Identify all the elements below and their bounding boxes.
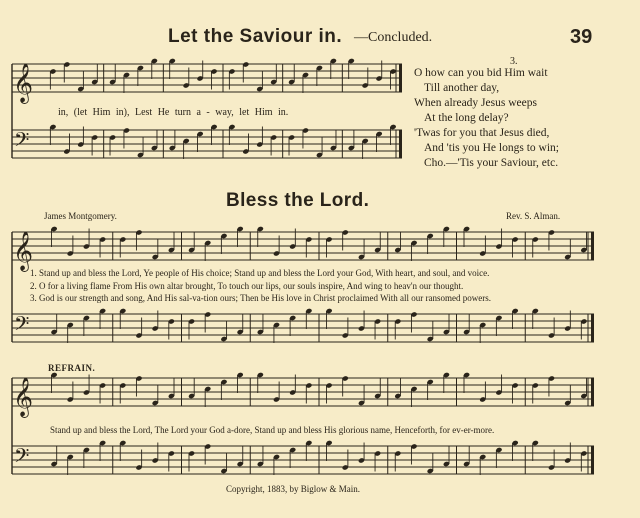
refrain-lyric: Stand up and bless the Lord, The Lord your God a-dore, Stand up and bless His glorious name, Henceforth, for ev-er-more. xyxy=(50,425,495,435)
verse-line: At the long delay? xyxy=(424,112,509,124)
hymn2-author: James Montgomery. xyxy=(44,211,117,221)
copyright-notice: Copyright, 1883, by Biglow & Main. xyxy=(226,484,361,494)
verse-line: And 'tis you He longs to win; xyxy=(424,142,559,154)
verse-number: 3. xyxy=(510,56,518,67)
verse-line: 'Twas for you that Jesus died, xyxy=(414,127,550,139)
verse-line: Cho.—'Tis your Saviour, etc. xyxy=(424,157,559,169)
hymn2-bass-clef: 𝄢 xyxy=(14,312,30,340)
hymn2-verse-2: 2. O for a living flame From His own altar brought, To touch our lips, our souls inspire, And wing to heav'n our thought. xyxy=(30,281,464,291)
verse-line: Till another day, xyxy=(424,82,500,94)
hymn2-composer: Rev. S. Alman. xyxy=(506,211,561,221)
hymn1-bass-clef: 𝄢 xyxy=(14,128,30,156)
page-number: 39 xyxy=(570,26,593,48)
hymn1-treble-clef: 𝄞 xyxy=(13,63,34,103)
hymn2-treble-clef: 𝄞 xyxy=(13,231,34,271)
page-subtitle: —Concluded. xyxy=(354,30,433,45)
refrain-label: REFRAIN. xyxy=(48,363,96,373)
verse-line: When already Jesus weeps xyxy=(414,97,537,109)
refrain-treble-clef: 𝄞 xyxy=(13,377,34,417)
page-title: Let the Saviour in. xyxy=(168,26,343,47)
verse-line: O how can you bid Him wait xyxy=(414,67,548,79)
hymn1-lyric: in, (let Him in), Lest He turn a - way, let Him in. xyxy=(58,107,289,118)
refrain-bass-clef: 𝄢 xyxy=(14,444,30,472)
hymn2-verse-1: 1. Stand up and bless the Lord, Ye people of His choice; Stand up and bless the Lord your God, With heart, and soul, and voice. xyxy=(30,268,490,278)
hymn2-verse-3: 3. God is our strength and song, And His sal-va-tion ours; Then be His love in Christ proclaimed With all our ransomed powers. xyxy=(30,293,491,303)
hymn2-title: Bless the Lord. xyxy=(226,190,370,211)
